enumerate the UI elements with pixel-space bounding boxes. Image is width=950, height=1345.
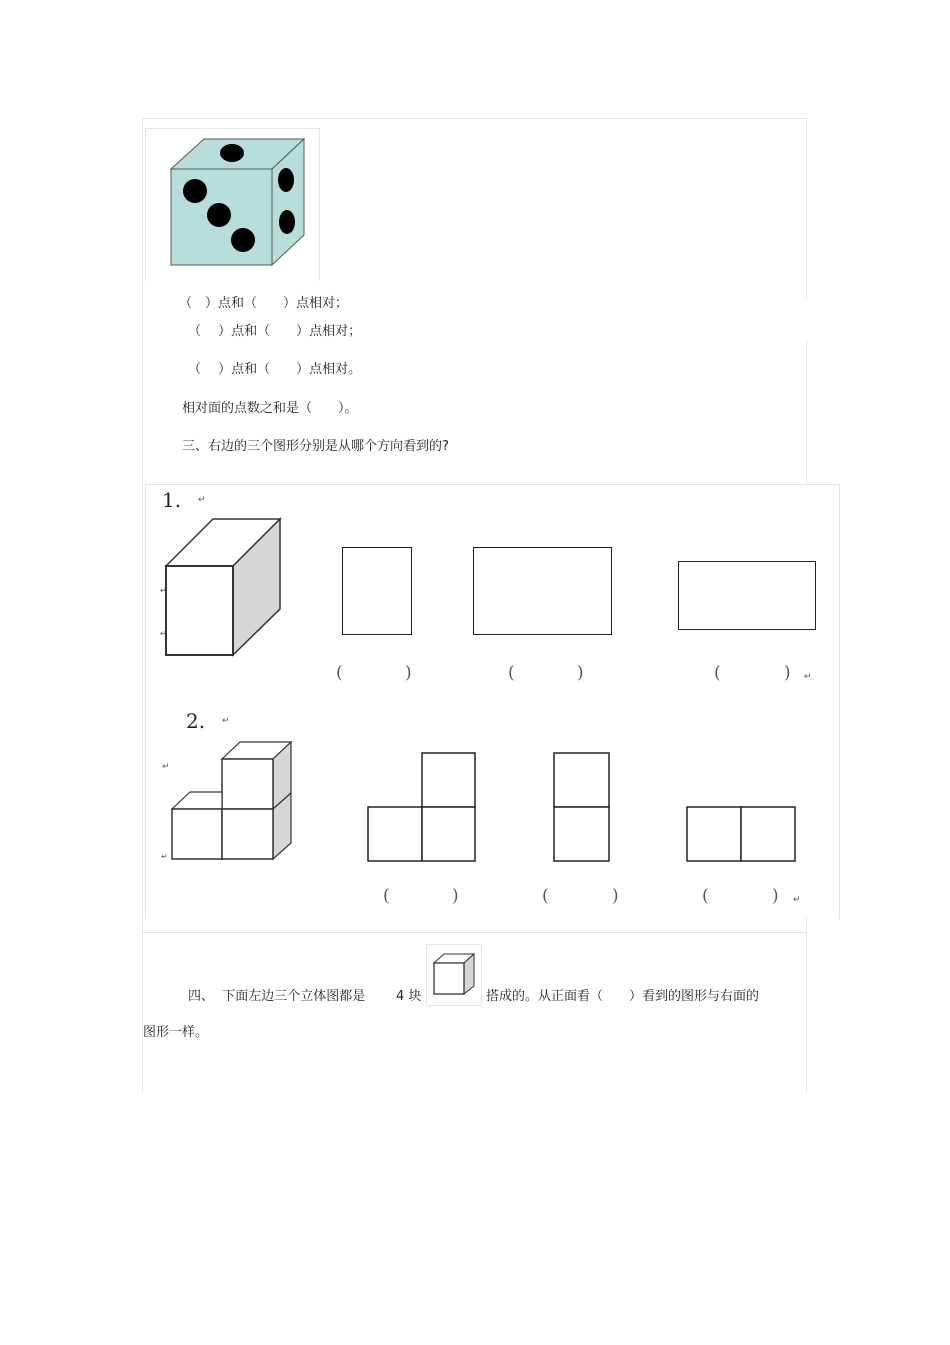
small-cube-image bbox=[426, 944, 482, 1006]
answer-paren-open: ( bbox=[542, 886, 549, 906]
dice-question-1: （ ）点和（ ）点相对； bbox=[179, 296, 349, 311]
dice-dot bbox=[231, 228, 255, 252]
frame-right-a bbox=[806, 118, 807, 298]
section4-text-before: 四、 下面左边三个立体图都是 bbox=[188, 989, 366, 1004]
answer-paren-open: ( bbox=[336, 663, 343, 683]
frame-top bbox=[142, 118, 806, 119]
answer-paren-open: ( bbox=[508, 663, 515, 683]
answer-paren-close: ) bbox=[405, 663, 412, 683]
dice-dot bbox=[220, 144, 244, 162]
frame-right-b bbox=[806, 340, 807, 485]
problem1-label: 1. bbox=[162, 488, 182, 512]
answer-paren-open: ( bbox=[714, 663, 721, 683]
return-mark: ↵ bbox=[222, 716, 230, 726]
answer-paren-close: ) bbox=[577, 663, 584, 683]
frame-left bbox=[142, 118, 143, 1093]
dice-dot bbox=[183, 179, 207, 203]
problem2-view-a bbox=[367, 752, 477, 864]
section4-divider bbox=[142, 932, 806, 933]
dice-dot bbox=[279, 210, 295, 234]
problem2-label: 2. bbox=[186, 709, 206, 733]
answer-paren-open: ( bbox=[702, 886, 709, 906]
section4-text-wrap: 图形一样。 bbox=[143, 1025, 209, 1040]
problem2-view-c bbox=[686, 806, 798, 864]
answer-paren-close: ) bbox=[772, 886, 779, 906]
dice-sum-question: 相对面的点数之和是（ ）。 bbox=[182, 401, 358, 416]
problem1-view-b bbox=[473, 547, 612, 635]
return-mark: ↵ bbox=[793, 895, 801, 905]
section3-title: 三、右边的三个图形分别是从哪个方向看到的? bbox=[182, 439, 449, 454]
svg-text:↵: ↵ bbox=[160, 629, 167, 638]
dice-dot bbox=[207, 203, 231, 227]
dice-question-2: （ ）点和（ ）点相对； bbox=[188, 324, 362, 339]
small-cube-icon bbox=[427, 945, 481, 1005]
return-mark: ↵ bbox=[804, 672, 812, 682]
dice-dot bbox=[278, 168, 294, 192]
dice-svg bbox=[146, 129, 319, 281]
problem1-view-c bbox=[678, 561, 816, 630]
answer-paren-open: ( bbox=[383, 886, 390, 906]
problem2-block-stack bbox=[160, 738, 295, 863]
dice-image bbox=[145, 128, 320, 281]
svg-text:↵: ↵ bbox=[160, 586, 167, 595]
problem1-view-a bbox=[342, 547, 412, 635]
svg-text:↵: ↵ bbox=[161, 852, 168, 861]
answer-paren-close: ) bbox=[612, 886, 619, 906]
frame-right-c bbox=[806, 918, 807, 1093]
return-mark: ↵ bbox=[198, 495, 206, 505]
problem1-cuboid bbox=[160, 515, 285, 660]
return-mark: ↵ bbox=[162, 762, 170, 772]
answer-paren-close: ) bbox=[452, 886, 459, 906]
section4-count: 4 块 bbox=[396, 989, 422, 1004]
dice-question-3: （ ）点和（ ）点相对。 bbox=[188, 362, 362, 377]
section4-text-after: 搭成的。从正面看（ ）看到的图形与右面的 bbox=[486, 989, 760, 1004]
answer-paren-close: ) bbox=[784, 663, 791, 683]
problem2-view-b bbox=[553, 752, 611, 864]
